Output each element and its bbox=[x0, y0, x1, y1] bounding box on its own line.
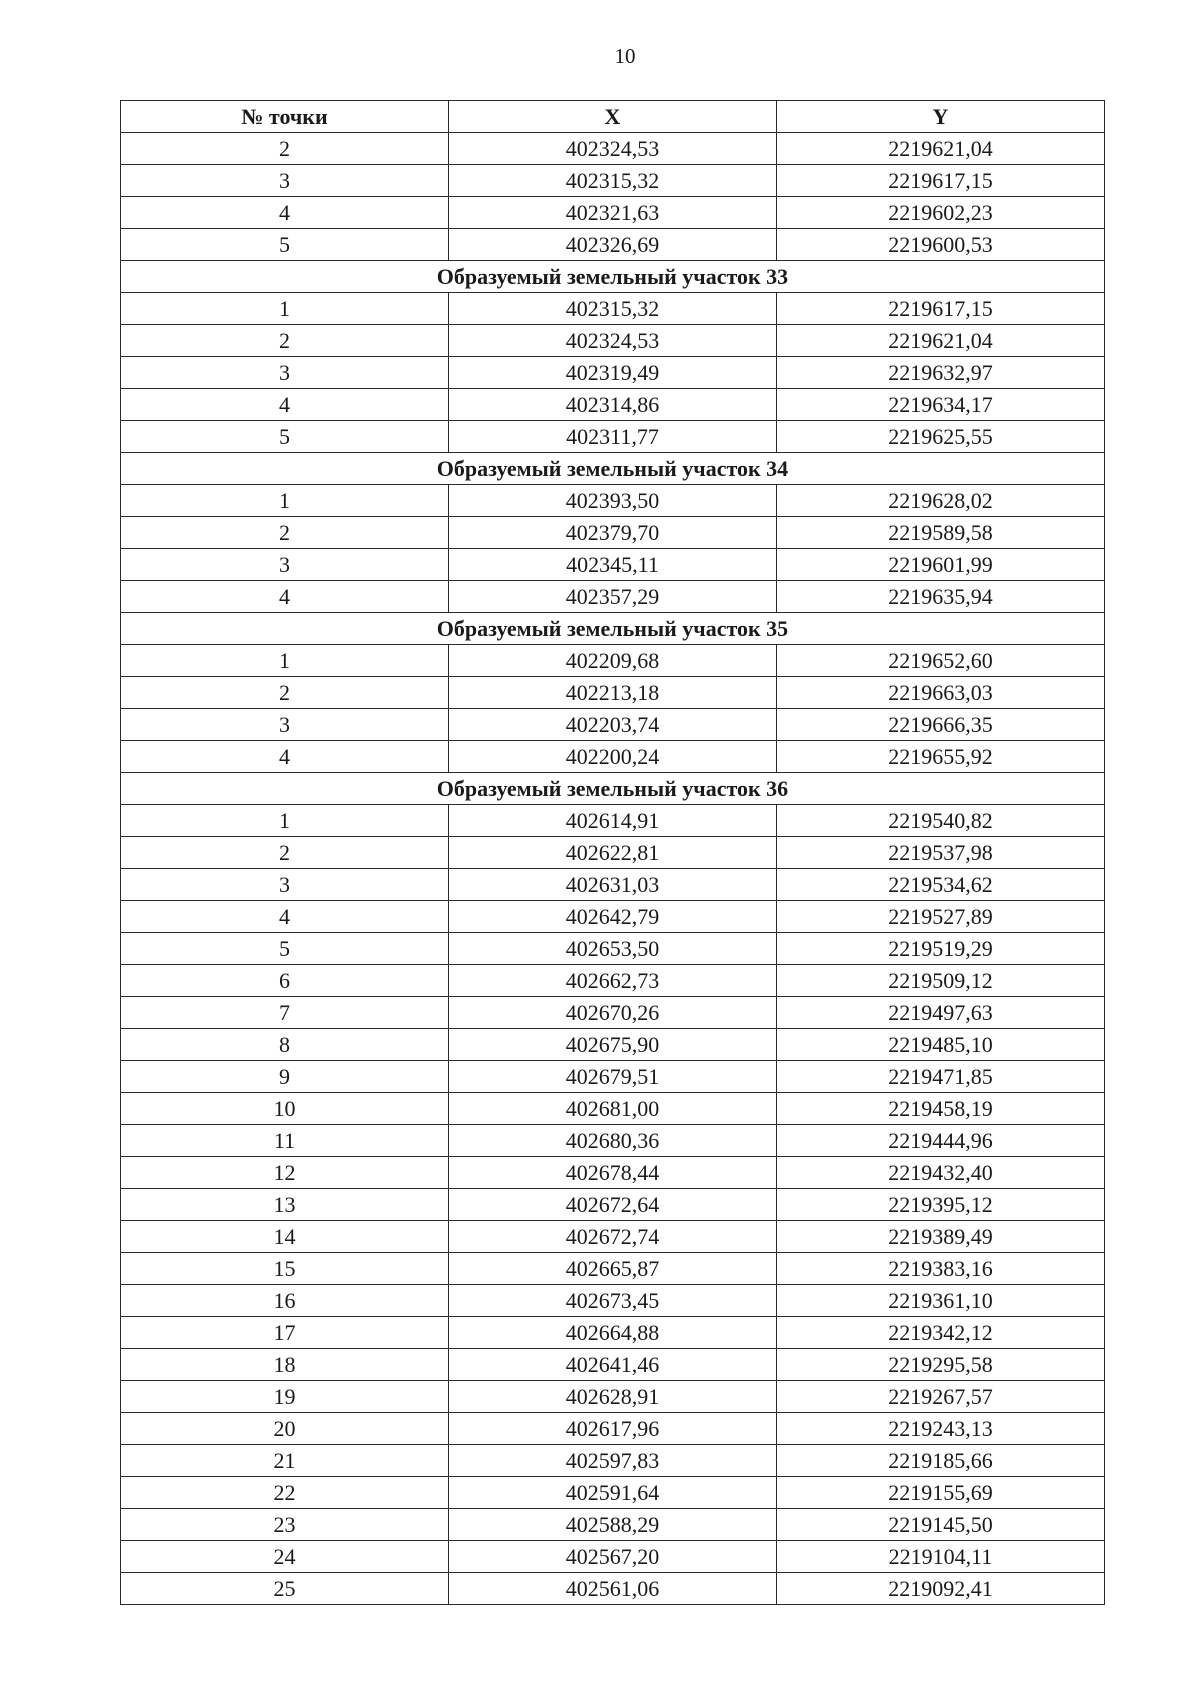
table-row bbox=[121, 1317, 1105, 1349]
cell-point-number: 24 bbox=[121, 1541, 449, 1573]
cell-point-number: 1 bbox=[121, 293, 449, 325]
cell-x: 402393,50 bbox=[449, 485, 777, 517]
cell-x: 402631,03 bbox=[449, 869, 777, 901]
cell-x: 402641,46 bbox=[449, 1349, 777, 1381]
cell-x: 402622,81 bbox=[449, 837, 777, 869]
table-row bbox=[121, 677, 1105, 709]
header-x: X bbox=[449, 101, 777, 133]
cell-y: 2219634,17 bbox=[777, 389, 1105, 421]
cell-y: 2219632,97 bbox=[777, 357, 1105, 389]
table-row bbox=[121, 1061, 1105, 1093]
cell-point-number: 3 bbox=[121, 165, 449, 197]
cell-point-number: 1 bbox=[121, 645, 449, 677]
header-y: Y bbox=[777, 101, 1105, 133]
cell-x: 402670,26 bbox=[449, 997, 777, 1029]
cell-x: 402628,91 bbox=[449, 1381, 777, 1413]
cell-x: 402591,64 bbox=[449, 1477, 777, 1509]
cell-x: 402664,88 bbox=[449, 1317, 777, 1349]
cell-x: 402681,00 bbox=[449, 1093, 777, 1125]
cell-y: 2219145,50 bbox=[777, 1509, 1105, 1541]
cell-x: 402326,69 bbox=[449, 229, 777, 261]
cell-point-number: 4 bbox=[121, 741, 449, 773]
table-row bbox=[121, 901, 1105, 933]
cell-y: 2219621,04 bbox=[777, 325, 1105, 357]
cell-point-number: 23 bbox=[121, 1509, 449, 1541]
cell-y: 2219666,35 bbox=[777, 709, 1105, 741]
cell-y: 2219458,19 bbox=[777, 1093, 1105, 1125]
table-row bbox=[121, 1221, 1105, 1253]
section-title: Образуемый земельный участок 35 bbox=[121, 613, 1105, 645]
cell-x: 402213,18 bbox=[449, 677, 777, 709]
cell-y: 2219485,10 bbox=[777, 1029, 1105, 1061]
cell-point-number: 2 bbox=[121, 517, 449, 549]
table-row bbox=[121, 1189, 1105, 1221]
section-heading-row bbox=[121, 613, 1105, 645]
cell-x: 402321,63 bbox=[449, 197, 777, 229]
section-title: Образуемый земельный участок 36 bbox=[121, 773, 1105, 805]
cell-x: 402324,53 bbox=[449, 325, 777, 357]
table-row bbox=[121, 1445, 1105, 1477]
cell-point-number: 12 bbox=[121, 1157, 449, 1189]
cell-point-number: 25 bbox=[121, 1573, 449, 1605]
cell-x: 402203,74 bbox=[449, 709, 777, 741]
cell-y: 2219534,62 bbox=[777, 869, 1105, 901]
cell-y: 2219267,57 bbox=[777, 1381, 1105, 1413]
cell-point-number: 2 bbox=[121, 837, 449, 869]
cell-y: 2219432,40 bbox=[777, 1157, 1105, 1189]
table-row bbox=[121, 1253, 1105, 1285]
header-point-number: № точки bbox=[121, 101, 449, 133]
cell-x: 402324,53 bbox=[449, 133, 777, 165]
cell-point-number: 4 bbox=[121, 389, 449, 421]
cell-x: 402357,29 bbox=[449, 581, 777, 613]
cell-y: 2219243,13 bbox=[777, 1413, 1105, 1445]
cell-point-number: 14 bbox=[121, 1221, 449, 1253]
cell-y: 2219540,82 bbox=[777, 805, 1105, 837]
cell-y: 2219663,03 bbox=[777, 677, 1105, 709]
table-row bbox=[121, 549, 1105, 581]
cell-point-number: 7 bbox=[121, 997, 449, 1029]
cell-point-number: 5 bbox=[121, 933, 449, 965]
cell-y: 2219389,49 bbox=[777, 1221, 1105, 1253]
cell-x: 402567,20 bbox=[449, 1541, 777, 1573]
cell-x: 402319,49 bbox=[449, 357, 777, 389]
table-row bbox=[121, 1477, 1105, 1509]
cell-point-number: 9 bbox=[121, 1061, 449, 1093]
cell-point-number: 1 bbox=[121, 485, 449, 517]
table-row bbox=[121, 1349, 1105, 1381]
cell-x: 402662,73 bbox=[449, 965, 777, 997]
cell-point-number: 3 bbox=[121, 709, 449, 741]
cell-x: 402209,68 bbox=[449, 645, 777, 677]
cell-point-number: 6 bbox=[121, 965, 449, 997]
cell-x: 402597,83 bbox=[449, 1445, 777, 1477]
cell-x: 402379,70 bbox=[449, 517, 777, 549]
cell-x: 402678,44 bbox=[449, 1157, 777, 1189]
cell-y: 2219655,92 bbox=[777, 741, 1105, 773]
cell-y: 2219509,12 bbox=[777, 965, 1105, 997]
cell-point-number: 15 bbox=[121, 1253, 449, 1285]
table-body bbox=[121, 133, 1105, 1605]
cell-point-number: 4 bbox=[121, 901, 449, 933]
cell-x: 402680,36 bbox=[449, 1125, 777, 1157]
cell-x: 402679,51 bbox=[449, 1061, 777, 1093]
coordinates-table bbox=[120, 100, 1105, 1605]
table-row bbox=[121, 485, 1105, 517]
cell-x: 402653,50 bbox=[449, 933, 777, 965]
table-row bbox=[121, 421, 1105, 453]
table-row bbox=[121, 517, 1105, 549]
cell-point-number: 20 bbox=[121, 1413, 449, 1445]
cell-point-number: 3 bbox=[121, 549, 449, 581]
cell-x: 402642,79 bbox=[449, 901, 777, 933]
cell-x: 402588,29 bbox=[449, 1509, 777, 1541]
cell-y: 2219617,15 bbox=[777, 165, 1105, 197]
table-row bbox=[121, 965, 1105, 997]
table-row bbox=[121, 805, 1105, 837]
page-number: 10 bbox=[614, 44, 636, 68]
cell-x: 402665,87 bbox=[449, 1253, 777, 1285]
cell-y: 2219395,12 bbox=[777, 1189, 1105, 1221]
cell-y: 2219497,63 bbox=[777, 997, 1105, 1029]
cell-y: 2219600,53 bbox=[777, 229, 1105, 261]
cell-point-number: 2 bbox=[121, 677, 449, 709]
cell-x: 402617,96 bbox=[449, 1413, 777, 1445]
cell-point-number: 10 bbox=[121, 1093, 449, 1125]
cell-point-number: 4 bbox=[121, 581, 449, 613]
cell-y: 2219625,55 bbox=[777, 421, 1105, 453]
cell-x: 402672,74 bbox=[449, 1221, 777, 1253]
cell-point-number: 16 bbox=[121, 1285, 449, 1317]
cell-y: 2219295,58 bbox=[777, 1349, 1105, 1381]
table-row bbox=[121, 709, 1105, 741]
cell-point-number: 19 bbox=[121, 1381, 449, 1413]
table-row bbox=[121, 1093, 1105, 1125]
table-row bbox=[121, 133, 1105, 165]
cell-y: 2219602,23 bbox=[777, 197, 1105, 229]
cell-y: 2219652,60 bbox=[777, 645, 1105, 677]
cell-x: 402673,45 bbox=[449, 1285, 777, 1317]
cell-y: 2219361,10 bbox=[777, 1285, 1105, 1317]
cell-y: 2219342,12 bbox=[777, 1317, 1105, 1349]
table-row bbox=[121, 1509, 1105, 1541]
cell-x: 402561,06 bbox=[449, 1573, 777, 1605]
table-row bbox=[121, 869, 1105, 901]
cell-x: 402672,64 bbox=[449, 1189, 777, 1221]
cell-y: 2219383,16 bbox=[777, 1253, 1105, 1285]
table-row bbox=[121, 1029, 1105, 1061]
table-row bbox=[121, 1381, 1105, 1413]
cell-x: 402315,32 bbox=[449, 293, 777, 325]
cell-x: 402314,86 bbox=[449, 389, 777, 421]
cell-point-number: 2 bbox=[121, 133, 449, 165]
cell-point-number: 21 bbox=[121, 1445, 449, 1477]
cell-y: 2219092,41 bbox=[777, 1573, 1105, 1605]
cell-x: 402315,32 bbox=[449, 165, 777, 197]
table-row bbox=[121, 197, 1105, 229]
table-row bbox=[121, 997, 1105, 1029]
cell-point-number: 5 bbox=[121, 421, 449, 453]
cell-y: 2219537,98 bbox=[777, 837, 1105, 869]
table-header-row bbox=[121, 101, 1105, 133]
table-row bbox=[121, 645, 1105, 677]
table-row bbox=[121, 1157, 1105, 1189]
section-title: Образуемый земельный участок 34 bbox=[121, 453, 1105, 485]
cell-point-number: 13 bbox=[121, 1189, 449, 1221]
cell-point-number: 18 bbox=[121, 1349, 449, 1381]
table-row bbox=[121, 933, 1105, 965]
table-row bbox=[121, 165, 1105, 197]
section-title: Образуемый земельный участок 33 bbox=[121, 261, 1105, 293]
cell-point-number: 11 bbox=[121, 1125, 449, 1157]
cell-y: 2219628,02 bbox=[777, 485, 1105, 517]
section-heading-row bbox=[121, 261, 1105, 293]
table-row bbox=[121, 229, 1105, 261]
section-heading-row bbox=[121, 773, 1105, 805]
cell-y: 2219635,94 bbox=[777, 581, 1105, 613]
cell-y: 2219589,58 bbox=[777, 517, 1105, 549]
table-row bbox=[121, 293, 1105, 325]
table-row bbox=[121, 1413, 1105, 1445]
cell-point-number: 4 bbox=[121, 197, 449, 229]
cell-y: 2219601,99 bbox=[777, 549, 1105, 581]
table-row bbox=[121, 1573, 1105, 1605]
table-row bbox=[121, 357, 1105, 389]
cell-point-number: 5 bbox=[121, 229, 449, 261]
table-row bbox=[121, 837, 1105, 869]
cell-x: 402675,90 bbox=[449, 1029, 777, 1061]
cell-y: 2219185,66 bbox=[777, 1445, 1105, 1477]
cell-y: 2219617,15 bbox=[777, 293, 1105, 325]
table-row bbox=[121, 1541, 1105, 1573]
cell-point-number: 3 bbox=[121, 869, 449, 901]
cell-point-number: 8 bbox=[121, 1029, 449, 1061]
table-row bbox=[121, 581, 1105, 613]
section-heading-row bbox=[121, 453, 1105, 485]
table-row bbox=[121, 389, 1105, 421]
cell-x: 402311,77 bbox=[449, 421, 777, 453]
cell-y: 2219444,96 bbox=[777, 1125, 1105, 1157]
cell-y: 2219527,89 bbox=[777, 901, 1105, 933]
cell-point-number: 1 bbox=[121, 805, 449, 837]
cell-y: 2219471,85 bbox=[777, 1061, 1105, 1093]
cell-point-number: 3 bbox=[121, 357, 449, 389]
cell-y: 2219621,04 bbox=[777, 133, 1105, 165]
cell-x: 402200,24 bbox=[449, 741, 777, 773]
cell-x: 402345,11 bbox=[449, 549, 777, 581]
table-row bbox=[121, 1125, 1105, 1157]
cell-point-number: 22 bbox=[121, 1477, 449, 1509]
cell-y: 2219155,69 bbox=[777, 1477, 1105, 1509]
cell-point-number: 17 bbox=[121, 1317, 449, 1349]
table-row bbox=[121, 741, 1105, 773]
table-row bbox=[121, 1285, 1105, 1317]
cell-y: 2219519,29 bbox=[777, 933, 1105, 965]
table-row bbox=[121, 325, 1105, 357]
cell-point-number: 2 bbox=[121, 325, 449, 357]
cell-x: 402614,91 bbox=[449, 805, 777, 837]
cell-y: 2219104,11 bbox=[777, 1541, 1105, 1573]
